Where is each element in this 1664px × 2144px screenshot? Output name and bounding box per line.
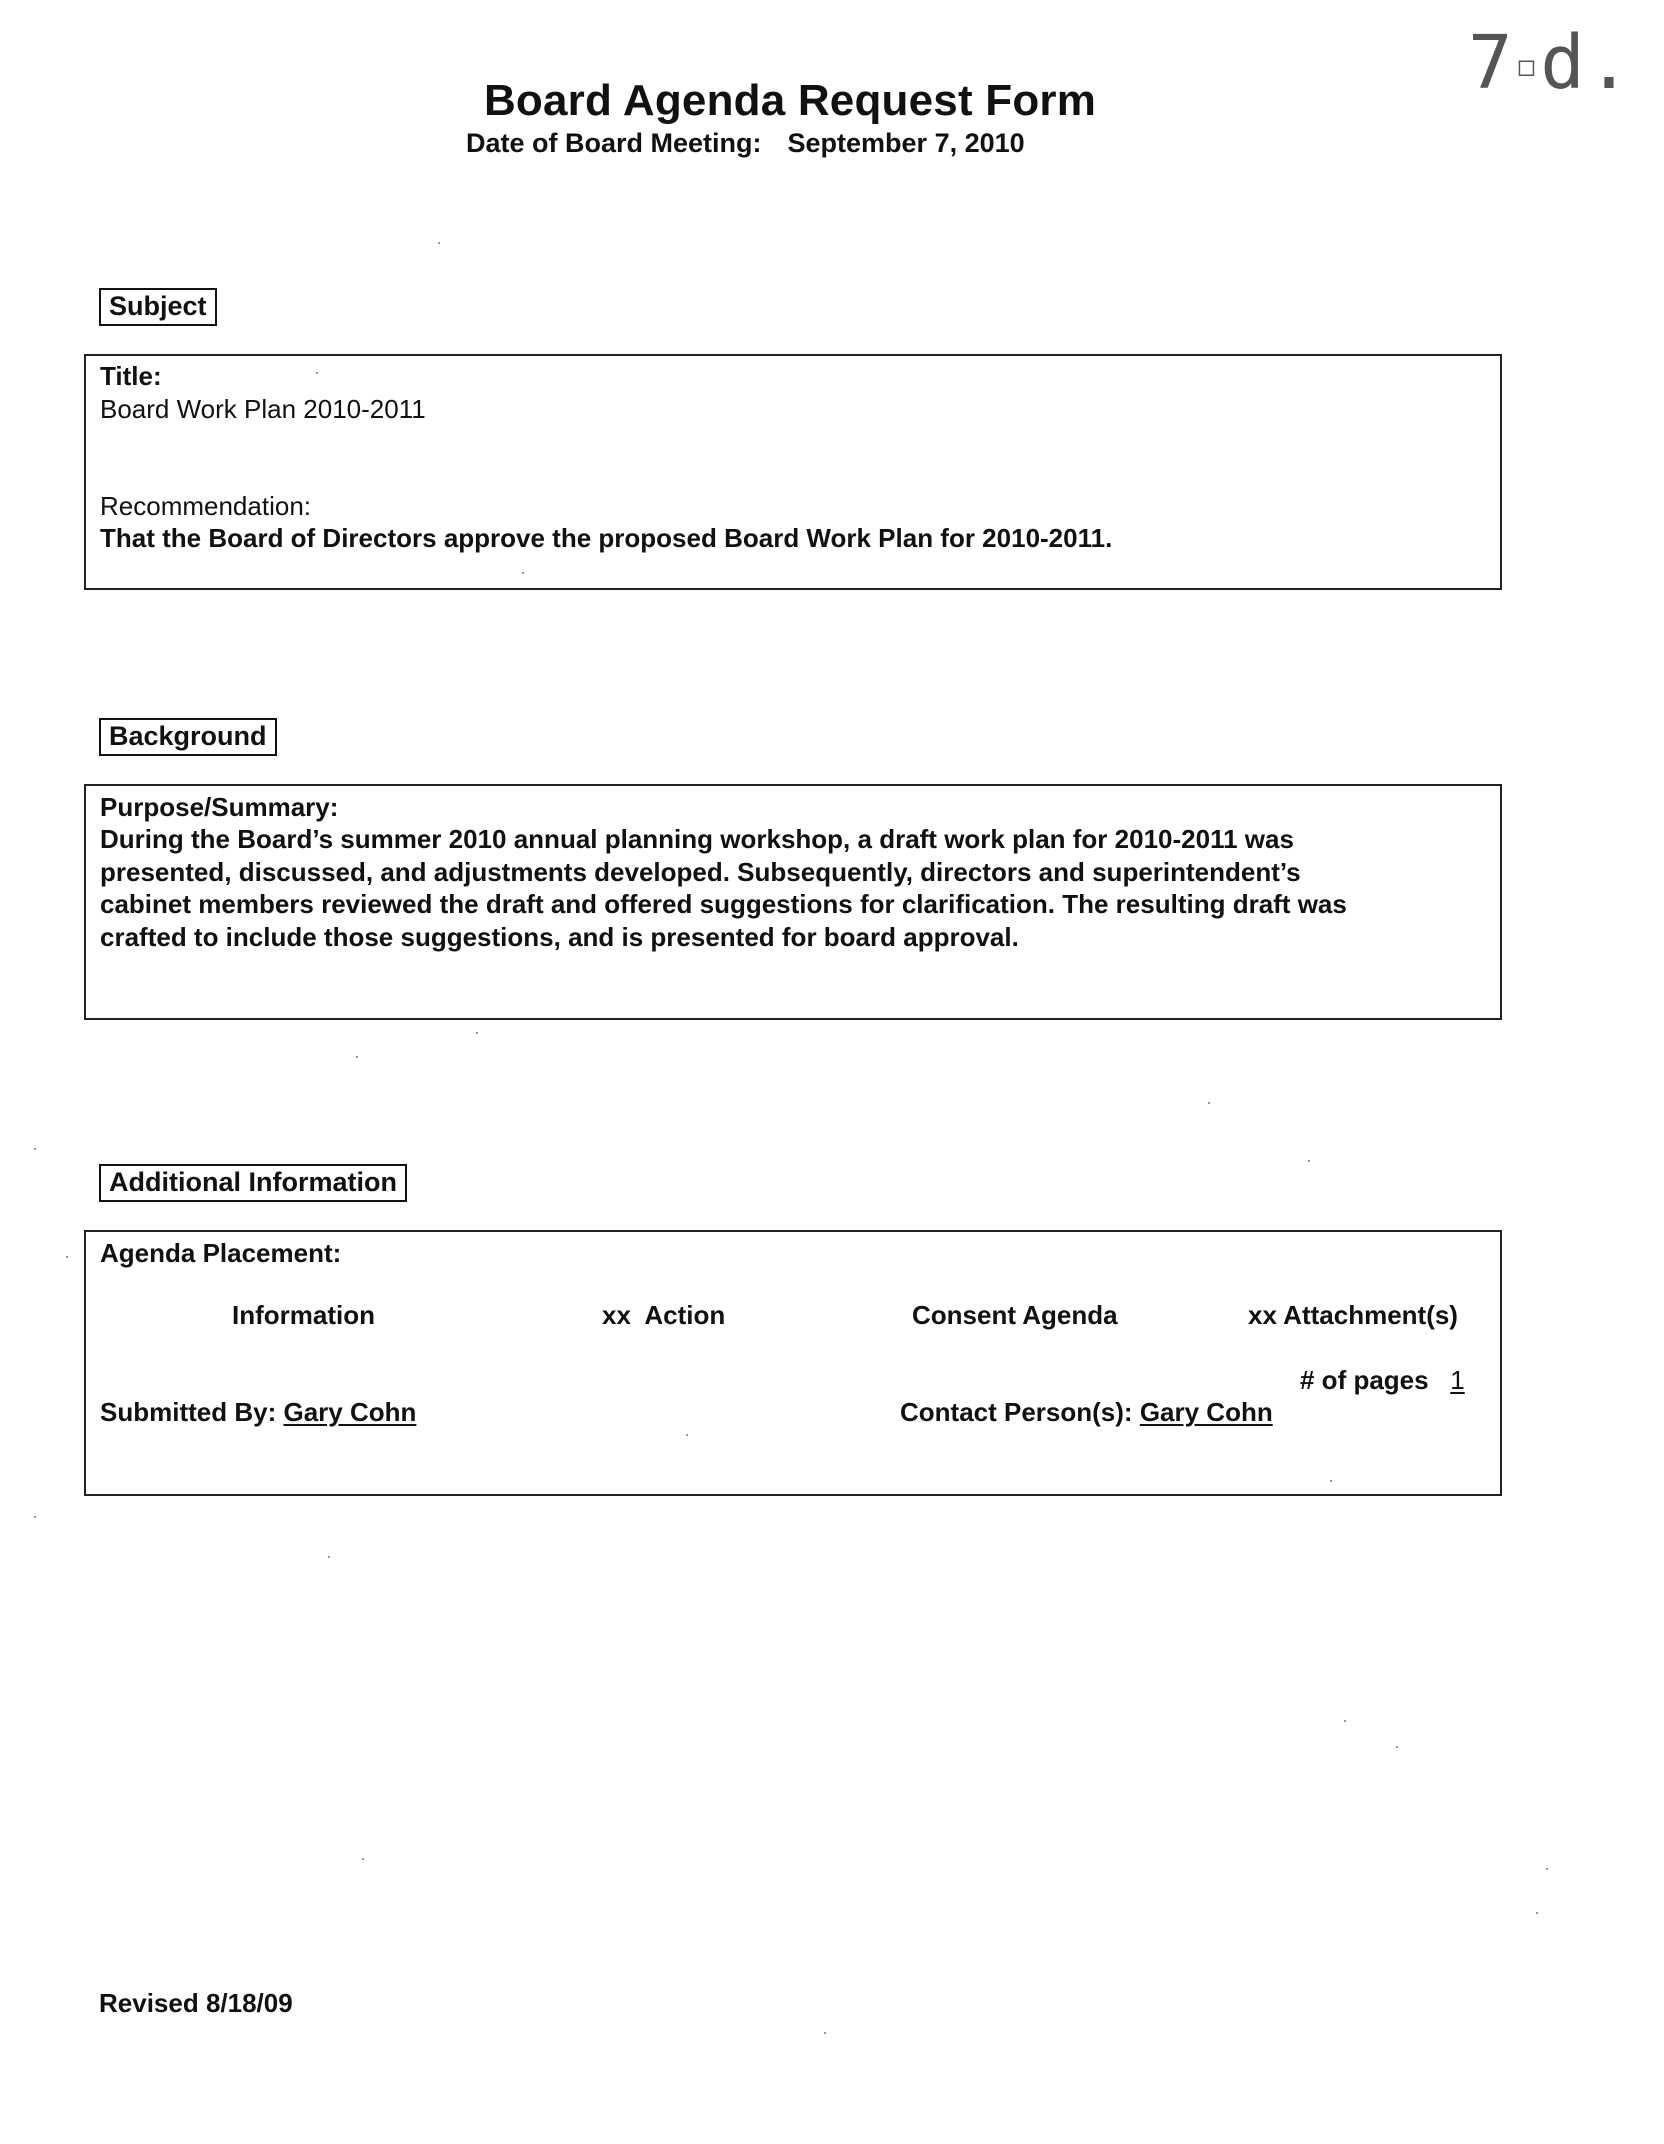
form-title: Board Agenda Request Form xyxy=(483,76,1097,125)
option-action: xx Action xyxy=(602,1300,726,1330)
pages-label: # of pages xyxy=(1300,1365,1429,1395)
pages-count xyxy=(1300,1364,1465,1397)
contact-person-label: Contact Person(s): xyxy=(900,1397,1133,1427)
title-value: Board Work Plan 2010-2011 xyxy=(100,394,426,424)
purpose-label: Purpose/Summary: xyxy=(100,792,339,822)
option-attachments: xx Attachment(s) xyxy=(1248,1300,1458,1330)
recommendation-value: That the Board of Directors approve the proposed Board Work Plan for 2010-2011. xyxy=(100,523,1113,553)
scan-speck xyxy=(1208,1102,1210,1104)
scan-speck xyxy=(66,1256,68,1258)
submitted-by-value: Gary Cohn xyxy=(283,1397,417,1427)
recommendation-label: Recommendation: xyxy=(100,491,311,521)
page-marker-number: 7 xyxy=(1468,20,1515,106)
option-information: Information xyxy=(232,1300,375,1330)
scan-speck xyxy=(1344,1720,1346,1722)
scan-speck xyxy=(1546,1868,1548,1870)
submitted-by xyxy=(100,1396,416,1429)
contact-person-value: Gary Cohn xyxy=(1139,1397,1273,1427)
scan-speck xyxy=(316,372,318,374)
purpose-line: During the Board’s summer 2010 annual planning workshop, a draft work plan for 2010-2011 was xyxy=(100,824,1294,854)
scan-speck xyxy=(438,242,440,244)
scan-speck xyxy=(476,1032,478,1034)
scan-speck xyxy=(522,572,524,574)
scan-speck xyxy=(1396,1746,1398,1748)
option-consent-agenda: Consent Agenda xyxy=(912,1300,1118,1330)
contact-person xyxy=(900,1396,1273,1429)
section-label-subject: Subject xyxy=(99,288,217,326)
scan-speck xyxy=(1308,1160,1310,1162)
purpose-line: crafted to include those suggestions, and is presented for board approval. xyxy=(100,921,1019,952)
title-label: Title: xyxy=(100,361,162,391)
page-marker-letter: d xyxy=(1540,20,1587,106)
scan-speck xyxy=(34,1516,36,1518)
scan-speck xyxy=(824,2032,826,2034)
section-label-additional-information: Additional Information xyxy=(99,1164,407,1202)
purpose-line: cabinet members reviewed the draft and offered suggestions for clarification. The resulting draft was xyxy=(100,889,1347,919)
meeting-date-line xyxy=(466,128,1025,159)
scan-speck xyxy=(1330,1480,1332,1482)
meeting-date-value: September 7, 2010 xyxy=(787,128,1025,158)
scan-speck xyxy=(1536,1912,1538,1914)
scan-speck xyxy=(686,1434,688,1436)
page-marker-period: . xyxy=(1586,20,1634,106)
scan-speck xyxy=(34,1148,36,1150)
pages-value: 1 xyxy=(1450,1365,1465,1395)
purpose-line: presented, discussed, and adjustments developed. Subsequently, directors and superintendent’s xyxy=(100,856,1301,887)
page-marker-dot: □ xyxy=(1518,52,1537,83)
purpose-summary-text xyxy=(100,823,1490,953)
handwritten-page-marker xyxy=(1468,20,1634,106)
submitted-by-label: Submitted By: xyxy=(100,1397,277,1427)
revised-date: Revised 8/18/09 xyxy=(99,1988,293,2018)
scan-speck xyxy=(356,1056,358,1058)
meeting-date-label: Date of Board Meeting: xyxy=(466,128,762,158)
scan-speck xyxy=(362,1858,364,1860)
scan-speck xyxy=(328,1556,330,1558)
agenda-placement-label: Agenda Placement: xyxy=(100,1238,342,1268)
section-label-background: Background xyxy=(99,718,277,756)
